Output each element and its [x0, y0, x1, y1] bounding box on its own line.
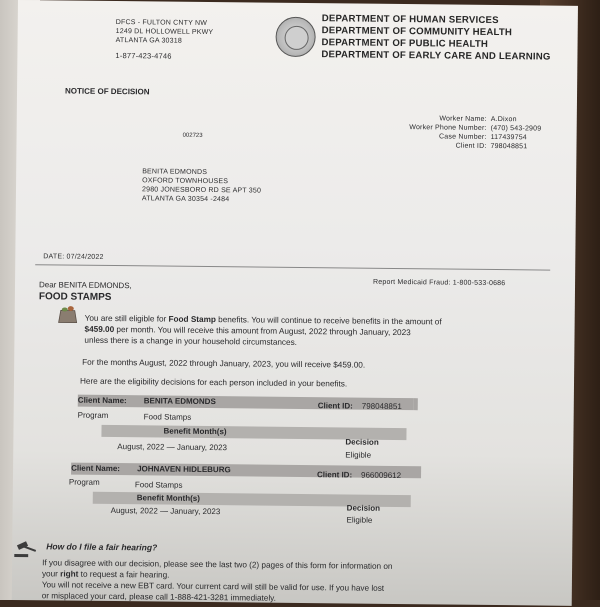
worker-phone-label: Worker Phone Number:	[409, 124, 487, 132]
decision-label: Decision	[345, 437, 379, 447]
benefit-months-label: Benefit Month(s)	[163, 426, 227, 437]
worker-name-label: Worker Name:	[439, 115, 487, 123]
program-label: Program	[68, 477, 100, 487]
benefit-period-text: For the months August, 2022 through January, 2023, you will receive $459.00.	[82, 357, 366, 370]
department-line: DEPARTMENT OF HUMAN SERVICES	[321, 13, 499, 27]
para-text: benefits. You will continue to receive benefits in the amount of	[218, 315, 442, 327]
hearing-line: or misplaced your card, please call 1-888-421-3281 immediately.	[41, 591, 277, 603]
case-number: 117439754	[490, 133, 527, 142]
office-name: DFCS - FULTON CNTY NW	[115, 19, 208, 27]
fraud-hotline: Report Medicaid Fraud: 1-800-533-0686	[373, 278, 506, 288]
office-address	[115, 18, 213, 61]
worker-name: A.Dixon	[490, 115, 517, 124]
section-title: FOOD STAMPS	[38, 291, 112, 303]
worker-values	[490, 115, 541, 152]
client-header-band	[414, 398, 418, 410]
department-list	[321, 13, 551, 63]
eligibility-paragraph	[84, 313, 544, 351]
benefit-months: August, 2022 — January, 2023	[110, 505, 221, 517]
client-id-label: Client ID:	[316, 470, 353, 480]
state-seal-icon	[275, 17, 315, 57]
recipient-line: ATLANTA GA 30354 -2484	[141, 195, 230, 204]
para-text: unless there is a change in your household circumstances.	[84, 335, 298, 347]
decision-label: Decision	[346, 503, 381, 513]
client-name: BENITA EDMONDS	[143, 396, 216, 407]
client-id-label: Client ID:	[455, 142, 487, 150]
program-value: Food Stamps	[143, 412, 192, 422]
recipient-name: BENITA EDMONDS	[142, 168, 208, 176]
department-line: DEPARTMENT OF EARLY CARE AND LEARNING	[321, 49, 551, 63]
recipient-line: OXFORD TOWNHOUSES	[142, 177, 229, 186]
client-name: JOHNAVEN HIDLEBURG	[137, 464, 231, 475]
notice-document	[12, 0, 578, 606]
greeting: Dear BENITA EDMONDS,	[38, 280, 132, 291]
office-street: 1249 DL HOLLOWELL PKWY	[115, 28, 214, 37]
notice-date: DATE: 07/24/2022	[43, 253, 104, 261]
notice-title: NOTICE OF DECISION	[65, 86, 150, 97]
client-id-value: 966009612	[360, 470, 402, 481]
hearing-title: How do I file a fair hearing?	[46, 541, 158, 553]
hearing-bold: right	[60, 569, 79, 579]
decision-value: Eligible	[345, 450, 372, 460]
office-city: ATLANTA GA 30318	[115, 37, 182, 45]
program-value: Food Stamps	[134, 480, 183, 490]
program-label: Program	[77, 410, 109, 420]
benefit-months: August, 2022 — January, 2023	[117, 442, 228, 453]
hearing-text-part: your	[41, 569, 58, 579]
hearing-text	[42, 557, 552, 606]
para-text: per month. You will receive this amount from August, 2022 through January, 2023	[116, 325, 411, 338]
case-number-label: Case Number:	[439, 133, 487, 141]
office-phone: 1-877-423-4746	[115, 51, 172, 61]
client-id-value: 798048851	[361, 401, 402, 412]
benefit-months-label: Benefit Month(s)	[136, 493, 200, 503]
benefit-amount: $459.00	[84, 324, 115, 335]
department-line: DEPARTMENT OF COMMUNITY HEALTH	[321, 25, 513, 39]
divider	[35, 264, 550, 270]
recipient-address	[142, 167, 261, 204]
para-bold: Food Stamp	[168, 314, 216, 325]
mail-code: 002723	[182, 132, 203, 139]
para-text: You are still eligible for	[84, 313, 167, 324]
decisions-intro: Here are the eligibility decisions for each person included in your benefits.	[79, 376, 348, 389]
hearing-line: You will not receive a new EBT card. Your current card will still be valid for use. If you have lost	[41, 580, 385, 593]
client-name-label: Client Name:	[77, 395, 127, 406]
client-name-label: Client Name:	[71, 463, 121, 474]
client-id-label: Client ID:	[317, 401, 353, 411]
client-id: 798048851	[490, 142, 528, 151]
hearing-line: If you disagree with our decision, please see the last two (2) pages of this form for information on	[42, 558, 393, 571]
decision-value: Eligible	[346, 515, 373, 525]
recipient-line: 2980 JONESBORO RD SE APT 350	[141, 186, 262, 195]
department-line: DEPARTMENT OF PUBLIC HEALTH	[321, 37, 489, 50]
food-bag-icon	[55, 304, 81, 324]
worker-phone: (470) 543-2909	[490, 124, 542, 133]
gavel-icon	[14, 540, 40, 558]
hearing-text-part: to request a fair hearing.	[80, 569, 170, 580]
worker-labels	[316, 113, 486, 151]
